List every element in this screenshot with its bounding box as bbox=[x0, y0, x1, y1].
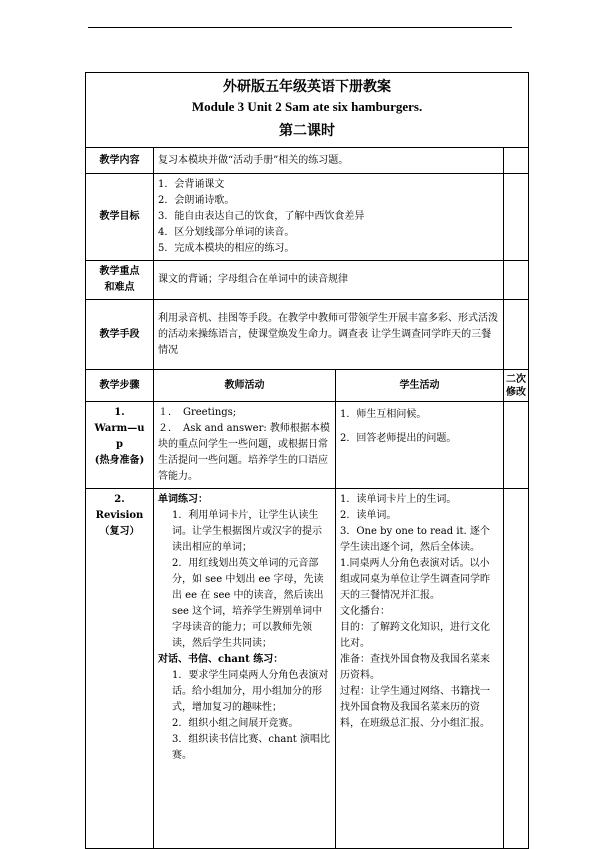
keypoints-text: 课文的背诵；字母组合在单词中的读音规律 bbox=[154, 261, 504, 300]
teacher-step: １． Greetings; bbox=[158, 407, 237, 418]
student-step: 2．回答老师提出的问题。 bbox=[340, 433, 457, 444]
warmup-row bbox=[86, 402, 529, 489]
title-cell bbox=[86, 73, 529, 148]
student-step: 3．One by one to read it. 逐个学生读出逐个词，然后全体读。 bbox=[340, 526, 490, 553]
warmup-revise-cell bbox=[504, 402, 529, 489]
student-step: 文化播台： bbox=[340, 606, 390, 617]
content-label: 教学内容 bbox=[86, 148, 154, 174]
warmup-student-activity bbox=[336, 402, 504, 489]
student-step: 准备：查找外国食物及我国名菜来历资料。 bbox=[340, 654, 490, 681]
content-revise-cell bbox=[504, 148, 529, 174]
goal-item: 5．完成本模块的相应的练习。 bbox=[158, 243, 295, 254]
student-step: 1．师生互相问候。 bbox=[340, 409, 427, 420]
teacher-step: ２． Ask and answer: 教师根据本模块的重点问学生一些问题，或根据日常生活提问一些问题。培养学生的口语应答能力。 bbox=[158, 423, 330, 482]
goals-label: 教学目标 bbox=[86, 174, 154, 261]
header-rule bbox=[88, 27, 512, 28]
revision-revise-cell bbox=[504, 489, 529, 849]
student-step: 1．读单词卡片上的生词。 bbox=[340, 494, 457, 505]
teacher-step: 2．组织小组之间展开竞赛。 bbox=[172, 718, 299, 729]
goal-item: 2．会朗诵诗歌。 bbox=[158, 195, 235, 206]
teacher-step: 2．用红线划出英文单词的元音部分，如 see 中划出 ee 字母，先读出 ee 在 see 中的读音，然后读出 see 这个词，培养学生辨别单词中字母读音的能力；可以教师先领读，然后学生共同读； bbox=[172, 558, 324, 649]
keypoints-revise-cell bbox=[504, 261, 529, 300]
means-row bbox=[86, 300, 529, 370]
goal-item: 4．区分划线部分单词的读音。 bbox=[158, 227, 295, 238]
goals-list bbox=[154, 174, 504, 261]
document-title: 外研版五年级英语下册教案 bbox=[223, 79, 391, 95]
student-column-header: 学生活动 bbox=[336, 370, 504, 402]
lesson-plan-table bbox=[85, 72, 529, 849]
revision-teacher-activity bbox=[154, 489, 336, 849]
student-step: 过程：让学生通过网络、书籍找一找外国食物及我国名菜来历的资料，在班级总汇报、分小组汇报。 bbox=[340, 686, 490, 729]
revise-column-header: 二次修改 bbox=[504, 370, 529, 402]
revision-student-activity bbox=[336, 489, 504, 849]
revision-step-label: 2. Revision （复习） bbox=[86, 489, 154, 849]
goal-item: 3．能自由表达自己的饮食，了解中西饮食差异 bbox=[158, 211, 365, 222]
keypoints-row bbox=[86, 261, 529, 300]
content-text: 复习本模块并做“活动手册”相关的练习题。 bbox=[154, 148, 504, 174]
teacher-step: 1．利用单词卡片，让学生认读生词。让学生根据图片或汉字的提示读出相应的单词； bbox=[172, 510, 322, 553]
goal-item: 1．会背诵课文 bbox=[158, 179, 225, 190]
content-row bbox=[86, 148, 529, 174]
title-row bbox=[86, 73, 529, 148]
means-revise-cell bbox=[504, 300, 529, 370]
step-column-header: 教学步骤 bbox=[86, 370, 154, 402]
student-step: 目的：了解跨文化知识，进行文化比对。 bbox=[340, 622, 490, 649]
goals-revise-cell bbox=[504, 174, 529, 261]
student-step: 2．读单词。 bbox=[340, 510, 397, 521]
means-text: 利用录音机、挂图等手段。在教学中教师可带领学生开展丰富多彩、形式活泼的活动来操练语言，使课堂焕发生命力。调查表 让学生调查同学昨天的三餐情况 bbox=[154, 300, 504, 370]
revision-row bbox=[86, 489, 529, 849]
teacher-step: 3．组织读书信比赛、chant 演唱比赛。 bbox=[172, 734, 331, 761]
student-step: 1.同桌两人分角色表演对话。以小组或同桌为单位让学生调查同学昨天的三餐情况并汇报。 bbox=[340, 558, 490, 601]
steps-header-row bbox=[86, 370, 529, 402]
vocab-practice-heading: 单词练习： bbox=[158, 494, 208, 505]
means-label: 教学手段 bbox=[86, 300, 154, 370]
warmup-step-label: 1. Warm—u p (热身准备) bbox=[86, 402, 154, 489]
teacher-step: 1．要求学生同桌两人分角色表演对话。给小组加分，用小组加分的形式，增加复习的趣味性； bbox=[172, 670, 329, 713]
keypoints-label: 教学重点 和难点 bbox=[86, 261, 154, 300]
unit-title: Module 3 Unit 2 Sam ate six hamburgers. bbox=[191, 99, 423, 114]
goals-row bbox=[86, 174, 529, 261]
dialogue-practice-heading: 对话、书信、chant 练习： bbox=[158, 654, 284, 665]
teacher-column-header: 教师活动 bbox=[154, 370, 336, 402]
warmup-teacher-activity bbox=[154, 402, 336, 489]
lesson-number: 第二课时 bbox=[279, 123, 335, 139]
